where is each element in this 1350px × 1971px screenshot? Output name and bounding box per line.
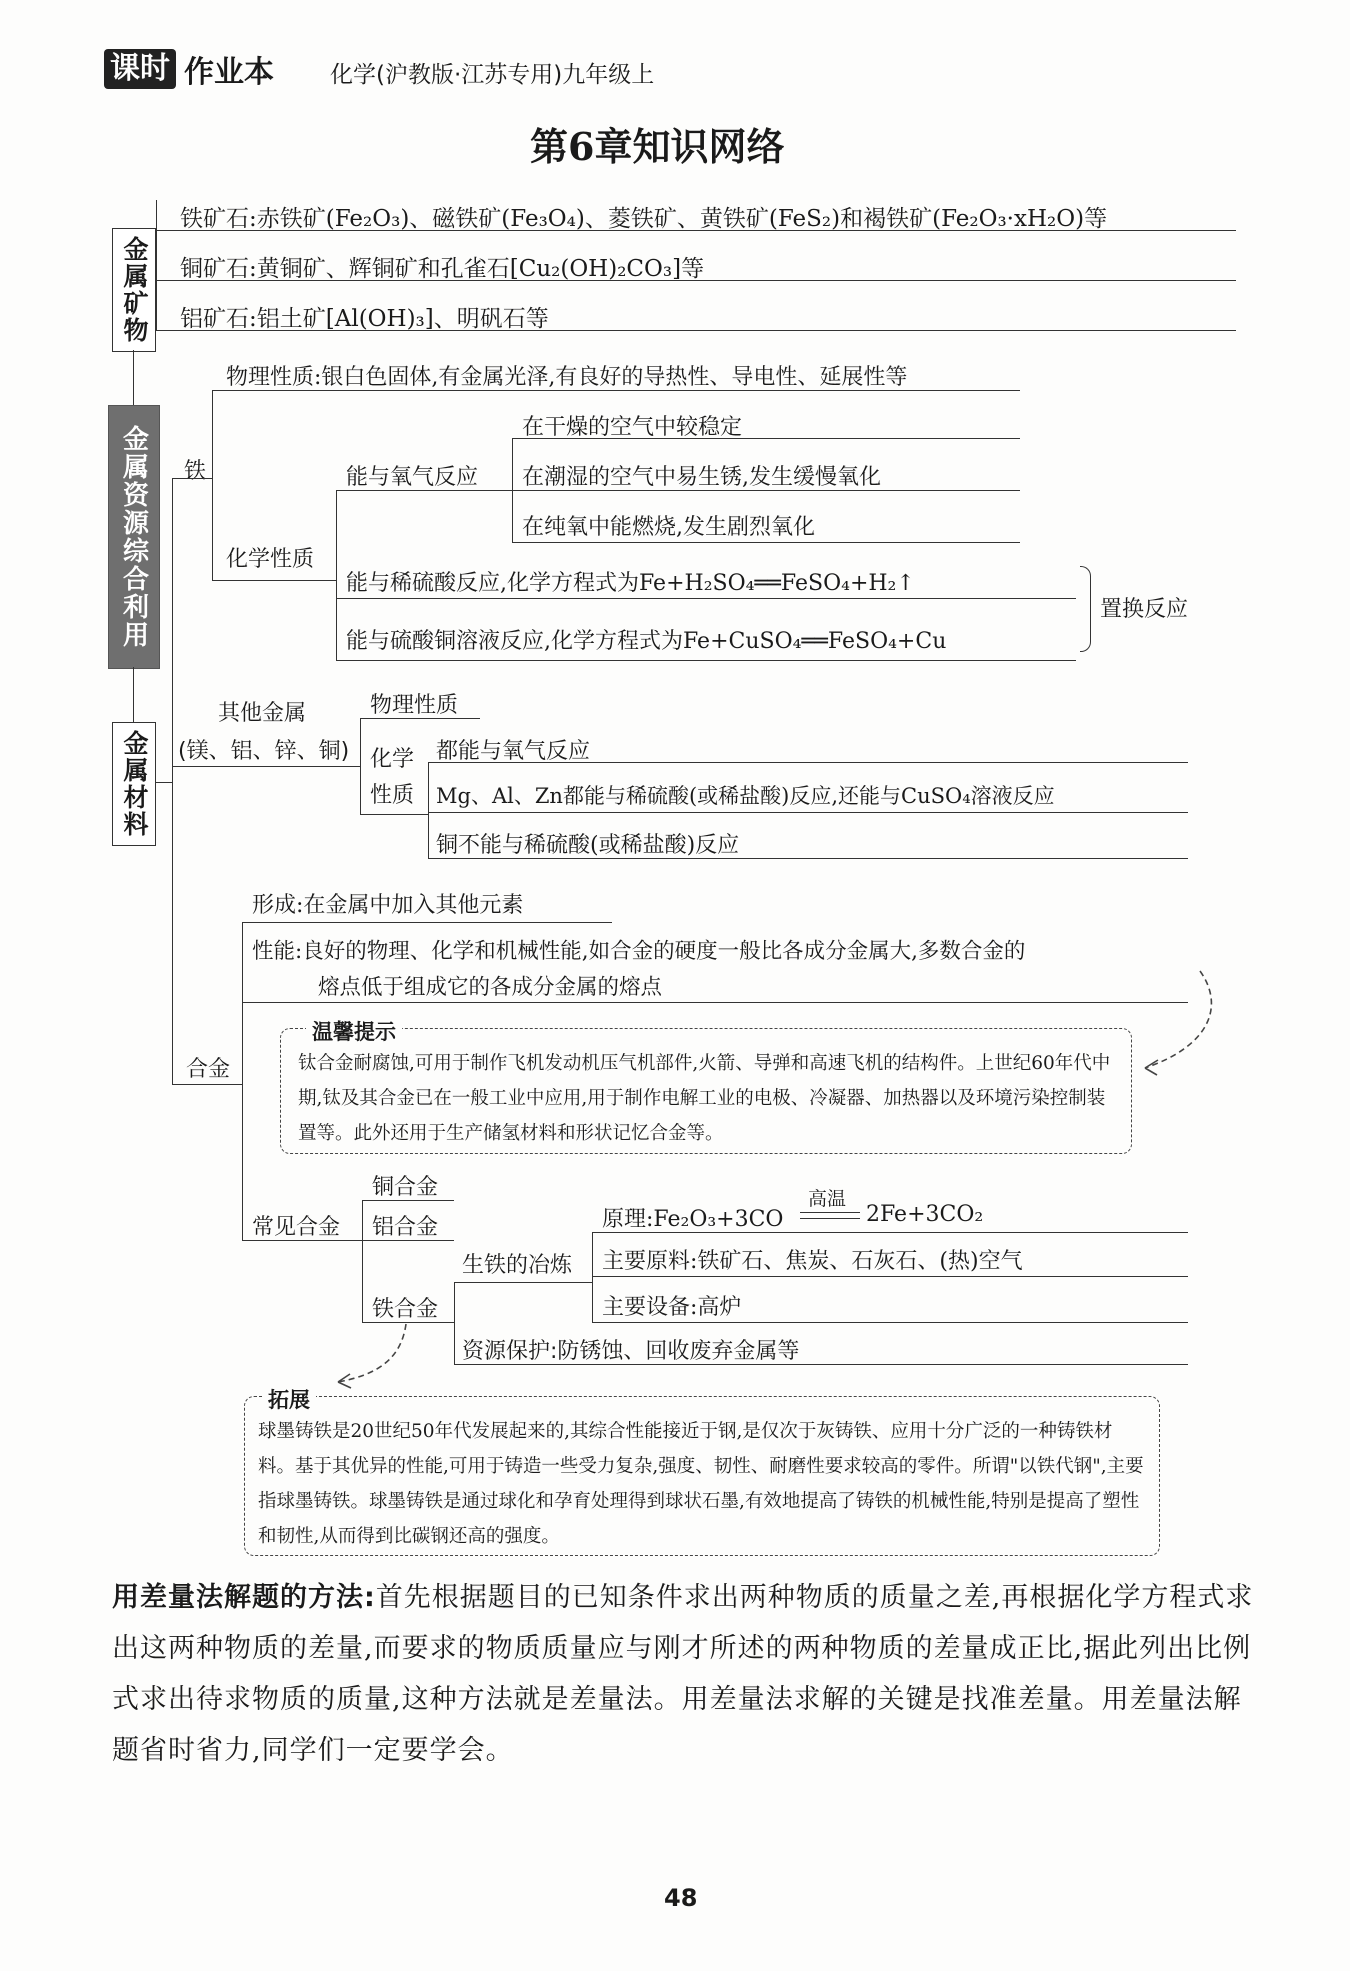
alloy-performance: 性能:良好的物理、化学和机械性能,如合金的硬度一般比各成分金属大,多数合金的 xyxy=(252,939,1026,964)
branch-line xyxy=(156,782,172,783)
ore-box-label: 金属矿物 xyxy=(120,236,149,344)
divider xyxy=(156,330,1236,331)
divider xyxy=(212,390,1020,391)
other-physical: 物理性质 xyxy=(370,693,459,718)
divider xyxy=(428,858,1188,859)
iron-alloy-bracket xyxy=(454,1282,455,1364)
divider xyxy=(512,490,1020,491)
alloy-formation: 形成:在金属中加入其他元素 xyxy=(252,893,524,918)
equals-sign xyxy=(800,1218,860,1219)
connector-line xyxy=(133,667,134,722)
alloy-label: 合金 xyxy=(186,1057,231,1082)
smelting-equipment: 主要设备:高炉 xyxy=(602,1295,742,1320)
common-alloy-label: 常见合金 xyxy=(252,1215,341,1240)
iron-oxygen-item: 在潮湿的空气中易生锈,发生缓慢氧化 xyxy=(522,465,881,490)
divider xyxy=(362,1200,454,1201)
smelting-label: 生铁的冶炼 xyxy=(462,1253,573,1278)
resource-protection: 资源保护:防锈蚀、回收废弃金属等 xyxy=(462,1339,800,1364)
divider xyxy=(360,718,480,719)
common-bracket xyxy=(362,1200,363,1322)
divider xyxy=(336,490,512,491)
other-metals-list: (镁、铝、锌、铜) xyxy=(178,739,350,764)
copper-alloy: 铜合金 xyxy=(372,1175,439,1200)
replacement-brace xyxy=(1080,566,1091,652)
iron-label: 铁 xyxy=(184,459,207,484)
divider xyxy=(592,1276,1188,1277)
replacement-label: 置换反应 xyxy=(1100,597,1189,622)
divider xyxy=(360,814,428,815)
other-bracket xyxy=(360,718,361,814)
other-chem-bracket xyxy=(428,762,429,858)
main-box xyxy=(108,405,160,669)
material-box xyxy=(112,722,156,846)
divider xyxy=(156,280,1236,281)
divider xyxy=(592,1232,1188,1233)
divider xyxy=(512,542,1020,543)
other-chem-label: 化学 xyxy=(370,747,415,772)
divider xyxy=(212,580,336,581)
divider xyxy=(592,1322,1188,1323)
page-number: 48 xyxy=(664,1884,698,1912)
divider xyxy=(242,1002,1188,1003)
method-paragraph xyxy=(112,1572,1262,1776)
divider xyxy=(454,1364,1188,1365)
ore-bracket xyxy=(156,200,157,330)
iron-bracket xyxy=(212,390,213,580)
smelting-principle: 原理:Fe₂O₃+3CO xyxy=(602,1207,784,1232)
iron-chemical-label: 化学性质 xyxy=(226,547,315,572)
divider xyxy=(156,230,1236,231)
divider xyxy=(428,812,1188,813)
other-chem-label: 性质 xyxy=(370,783,415,808)
extension-label: 拓展 xyxy=(262,1384,316,1414)
iron-alloy: 铁合金 xyxy=(372,1297,439,1322)
tip-label: 温馨提示 xyxy=(306,1016,402,1046)
smelting-materials: 主要原料:铁矿石、焦炭、石灰石、(热)空气 xyxy=(602,1249,1023,1274)
divider xyxy=(172,1084,242,1085)
brand-part1: 课时 xyxy=(104,49,176,89)
material-box-label: 金属材料 xyxy=(120,730,149,838)
header-subject: 化学(沪教版·江苏专用)九年级上 xyxy=(330,62,655,88)
iron-oxygen-item: 在纯氧中能燃烧,发生剧烈氧化 xyxy=(522,515,815,540)
method-text: 首先根据题目的已知条件求出两种物质的质量之差,再根据化学方程式求出这两种物质的差量,而要求的物质质量应与刚才所述的两种物质的差量成正比,据此列出比例式求出待求物质的质量,这种方法就是差量法。用差量法求解的关键是找准差量。用差量法解题省时省力,同学们一定要学会。 xyxy=(112,1582,1254,1766)
aluminum-alloy: 铝合金 xyxy=(372,1215,439,1240)
tip-text: 钛合金耐腐蚀,可用于制作飞机发动机压气机部件,火箭、导弹和高速飞机的结构件。上世纪60年代中期,钛及其合金已在一般工业中应用,用于制作电解工业的电极、冷凝器、加热器以及环境污染控制装置等。此外还用于生产储氢材料和形状记忆合金等。 xyxy=(298,1053,1111,1144)
other-metals-label: 其他金属 xyxy=(218,701,307,726)
divider xyxy=(454,1282,592,1283)
other-oxygen: 都能与氧气反应 xyxy=(436,739,591,764)
method-title: 用差量法解题的方法: xyxy=(112,1582,376,1613)
equals-sign xyxy=(800,1212,860,1213)
iron-oxygen-item: 在干燥的空气中较稳定 xyxy=(522,415,743,440)
chem-bracket xyxy=(336,490,337,660)
ore-aluminum: 铝矿石:铝土矿[Al(OH)₃]、明矾石等 xyxy=(180,306,549,332)
ore-box xyxy=(112,228,156,352)
other-copper: 铜不能与稀硫酸(或稀盐酸)反应 xyxy=(436,833,740,858)
brand-part2: 作业本 xyxy=(184,55,274,90)
smelting-bracket xyxy=(592,1232,593,1322)
divider xyxy=(172,766,360,767)
divider xyxy=(512,438,1020,439)
material-bracket xyxy=(172,478,173,1084)
alloy-performance-cont: 熔点低于组成它的各成分金属的熔点 xyxy=(318,975,663,1000)
reaction-condition: 高温 xyxy=(808,1188,847,1210)
iron-acid-reaction: 能与稀硫酸反应,化学方程式为Fe+H₂SO₄══FeSO₄+H₂↑ xyxy=(346,571,915,596)
extension-arrow xyxy=(326,1320,426,1390)
iron-physical: 物理性质:银白色固体,有金属光泽,有良好的导热性、导电性、延展性等 xyxy=(226,365,908,390)
iron-oxygen-label: 能与氧气反应 xyxy=(346,465,479,490)
divider xyxy=(428,762,1188,763)
divider xyxy=(242,1240,362,1241)
ore-copper: 铜矿石:黄铜矿、辉铜矿和孔雀石[Cu₂(OH)₂CO₃]等 xyxy=(180,256,705,282)
divider xyxy=(172,478,212,479)
connector-line xyxy=(133,350,134,405)
extension-text: 球墨铸铁是20世纪50年代发展起来的,其综合性能接近于钢,是仅次于灰铸铁、应用十分广泛的一种铸铁材料。基于其优异的性能,可用于铸造一些受力复杂,强度、韧性、耐磨性要求较高的零件。所谓"以铁代钢",主要指球墨铸铁。球墨铸铁是通过球化和孕育处理得到球状石墨,有效地提高了铸铁的机械性能,特别是提高了塑性和韧性,从而得到比碳钢还高的强度。 xyxy=(258,1421,1144,1547)
tip-arrow xyxy=(1130,966,1220,1086)
page-title: 第6章知识网络 xyxy=(530,124,785,169)
brand-logo xyxy=(104,48,274,90)
ore-iron: 铁矿石:赤铁矿(Fe₂O₃)、磁铁矿(Fe₃O₄)、菱铁矿、黄铁矿(FeS₂)和褐铁矿(Fe₂O₃·xH₂O)等 xyxy=(180,206,1108,232)
divider xyxy=(362,1240,454,1241)
alloy-bracket xyxy=(242,922,243,1240)
smelting-product: 2Fe+3CO₂ xyxy=(866,1202,984,1227)
iron-cuso4-reaction: 能与硫酸铜溶液反应,化学方程式为Fe+CuSO₄══FeSO₄+Cu xyxy=(346,629,947,654)
divider xyxy=(336,660,1076,661)
divider xyxy=(336,598,1076,599)
main-box-label: 金属资源综合利用 xyxy=(118,425,149,649)
other-acid: Mg、Al、Zn都能与稀硫酸(或稀盐酸)反应,还能与CuSO₄溶液反应 xyxy=(436,784,1055,808)
divider xyxy=(242,922,612,923)
